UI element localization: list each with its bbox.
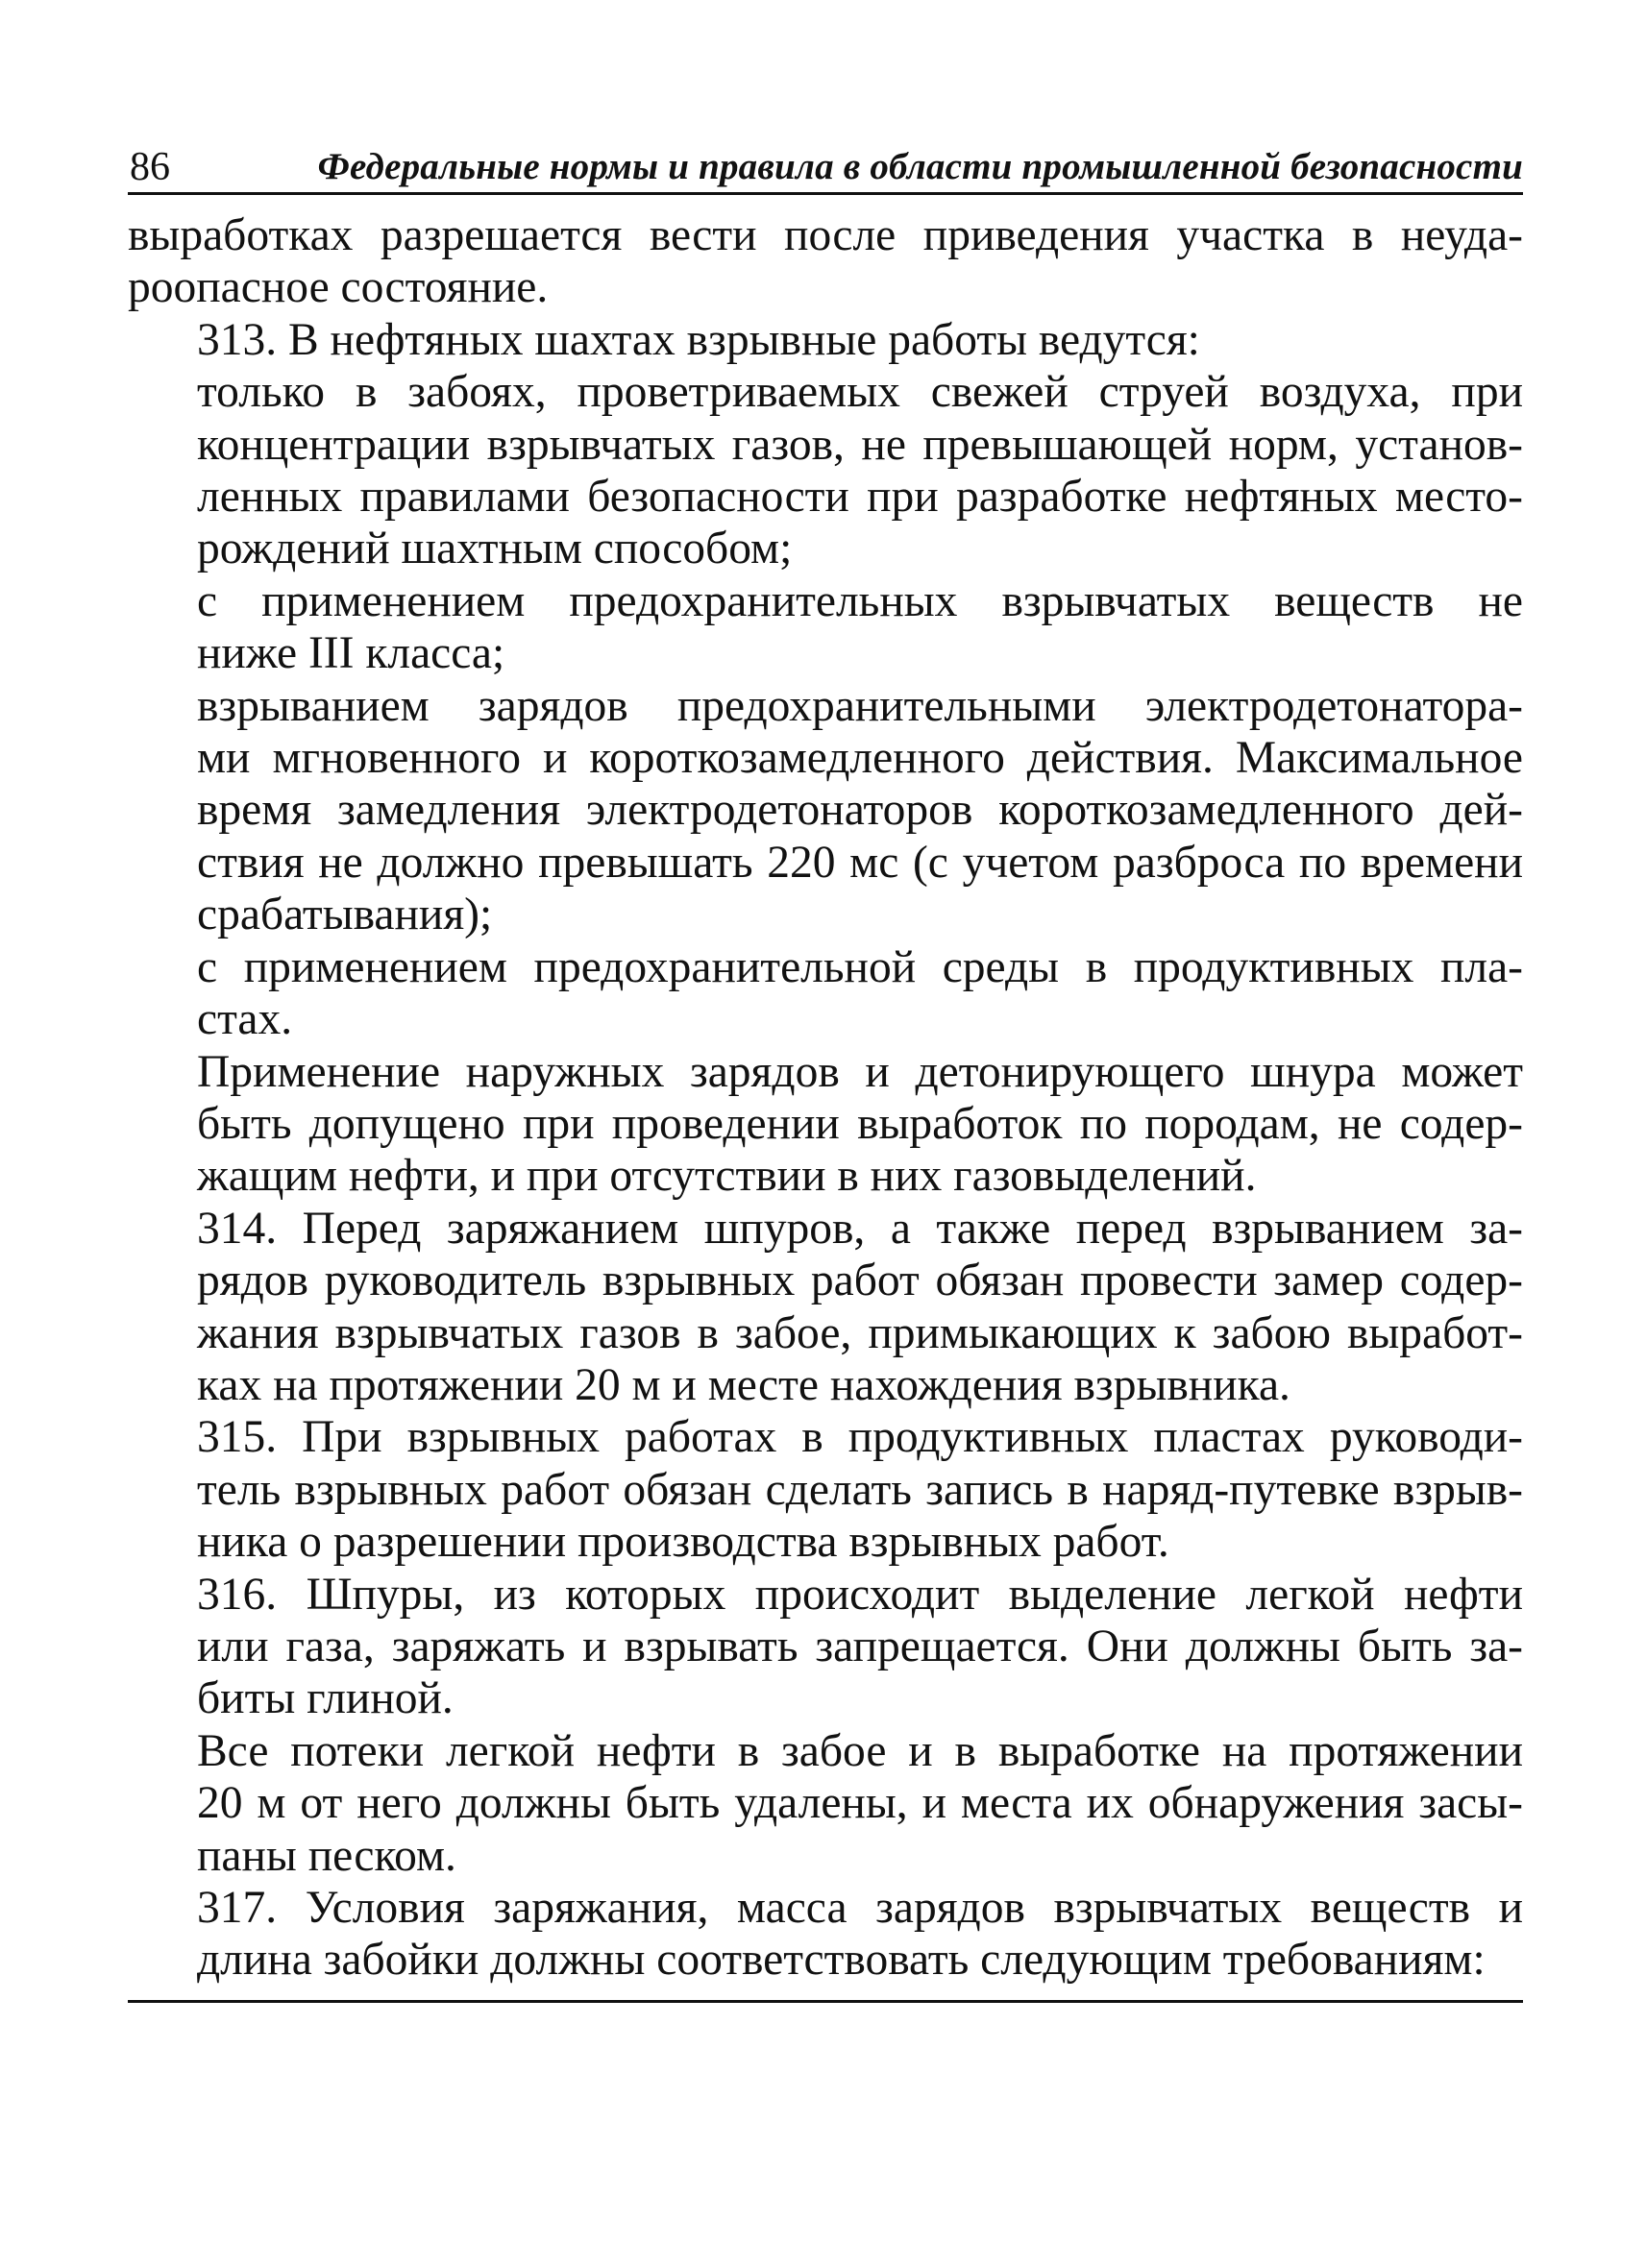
paragraph xyxy=(128,209,1523,314)
text-line: ниже III класса; xyxy=(197,628,505,679)
text-line: 317. Условия заряжания, масса зарядов взрывчатых веществ и xyxy=(197,1883,1523,1933)
text-line: ленных правилами безопасности при разработке нефтяных место- xyxy=(197,472,1523,523)
text-line: быть допущено при проведении выработок по породам, не содер- xyxy=(197,1098,1523,1149)
body-text xyxy=(128,209,1523,1987)
text-line: ми мгновенного и короткозамедленного действия. Максимальное xyxy=(197,733,1523,784)
paragraph xyxy=(128,1882,1523,1987)
paragraph xyxy=(128,314,1523,366)
text-line: выработках разрешается вести после приведения участка в неуда- xyxy=(128,210,1523,260)
text-line: ках на протяжении 20 м и месте нахождения взрывника. xyxy=(197,1359,1290,1410)
text-line: роопасное состояние. xyxy=(128,262,549,313)
text-line: паны песком. xyxy=(197,1830,456,1881)
paragraph xyxy=(128,366,1523,575)
text-line: рождений шахтным способом; xyxy=(197,524,793,574)
text-line: 315. При взрывных работах в продуктивных пластах руководи- xyxy=(197,1412,1523,1463)
text-line: ствия не должно превышать 220 мс (с учетом разброса по времени xyxy=(197,837,1523,888)
running-title: Федеральные нормы и правила в области промышленной безопасности xyxy=(317,146,1523,187)
header-rule xyxy=(128,192,1523,195)
paragraph xyxy=(128,1411,1523,1568)
text-line: Применение наружных зарядов и детонирующего шнура может xyxy=(197,1046,1523,1097)
footer-rule xyxy=(128,2000,1523,2003)
text-line: с применением предохранительной среды в продуктивных пла- xyxy=(197,941,1523,992)
text-line: Все потеки легкой нефти в забое и в выработке на протяжении xyxy=(197,1725,1523,1776)
paragraph xyxy=(128,1569,1523,1725)
text-line: рядов руководитель взрывных работ обязан провести замер содер- xyxy=(197,1256,1523,1306)
text-line: биты глиной. xyxy=(197,1673,454,1724)
text-line: 313. В нефтяных шахтах взрывные работы ведутся: xyxy=(197,314,1200,365)
text-line: время замедления электродетонаторов короткозамедленного дей- xyxy=(197,785,1523,836)
page-header xyxy=(128,144,1523,202)
text-line: ника о разрешении производства взрывных работ. xyxy=(197,1517,1169,1568)
text-line: жащим нефти, и при отсутствии в них газовыделений. xyxy=(197,1151,1257,1202)
text-line: или газа, заряжать и взрывать запрещается. Они должны быть за- xyxy=(197,1621,1523,1671)
text-line: жания взрывчатых газов в забое, примыкающих к забою выработ- xyxy=(197,1307,1523,1358)
paragraph xyxy=(128,1046,1523,1203)
text-line: срабатывания); xyxy=(197,890,493,940)
document-page xyxy=(128,144,1523,2003)
text-line: 20 м от него должны быть удалены, и места их обнаружения засы- xyxy=(197,1778,1523,1829)
paragraph xyxy=(128,680,1523,941)
text-line: взрыванием зарядов предохранительными электродетонатора- xyxy=(197,680,1523,731)
text-line: только в забоях, проветриваемых свежей струей воздуха, при xyxy=(197,367,1523,418)
text-line: стах. xyxy=(197,994,293,1045)
text-line: 316. Шпуры, из которых происходит выделение легкой нефти xyxy=(197,1569,1523,1620)
page-number: 86 xyxy=(130,145,170,189)
paragraph xyxy=(128,1203,1523,1412)
paragraph xyxy=(128,1725,1523,1882)
paragraph xyxy=(128,941,1523,1046)
text-line: 314. Перед заряжанием шпуров, а также перед взрыванием за- xyxy=(197,1203,1523,1254)
text-line: тель взрывных работ обязан сделать запись в наряд-путевке взрыв- xyxy=(197,1464,1523,1515)
text-line: с применением предохранительных взрывчатых веществ не xyxy=(197,575,1523,626)
paragraph xyxy=(128,575,1523,680)
text-line: концентрации взрывчатых газов, не превышающей норм, установ- xyxy=(197,419,1523,470)
text-line: длина забойки должны соответствовать следующим требованиям: xyxy=(197,1935,1486,1986)
